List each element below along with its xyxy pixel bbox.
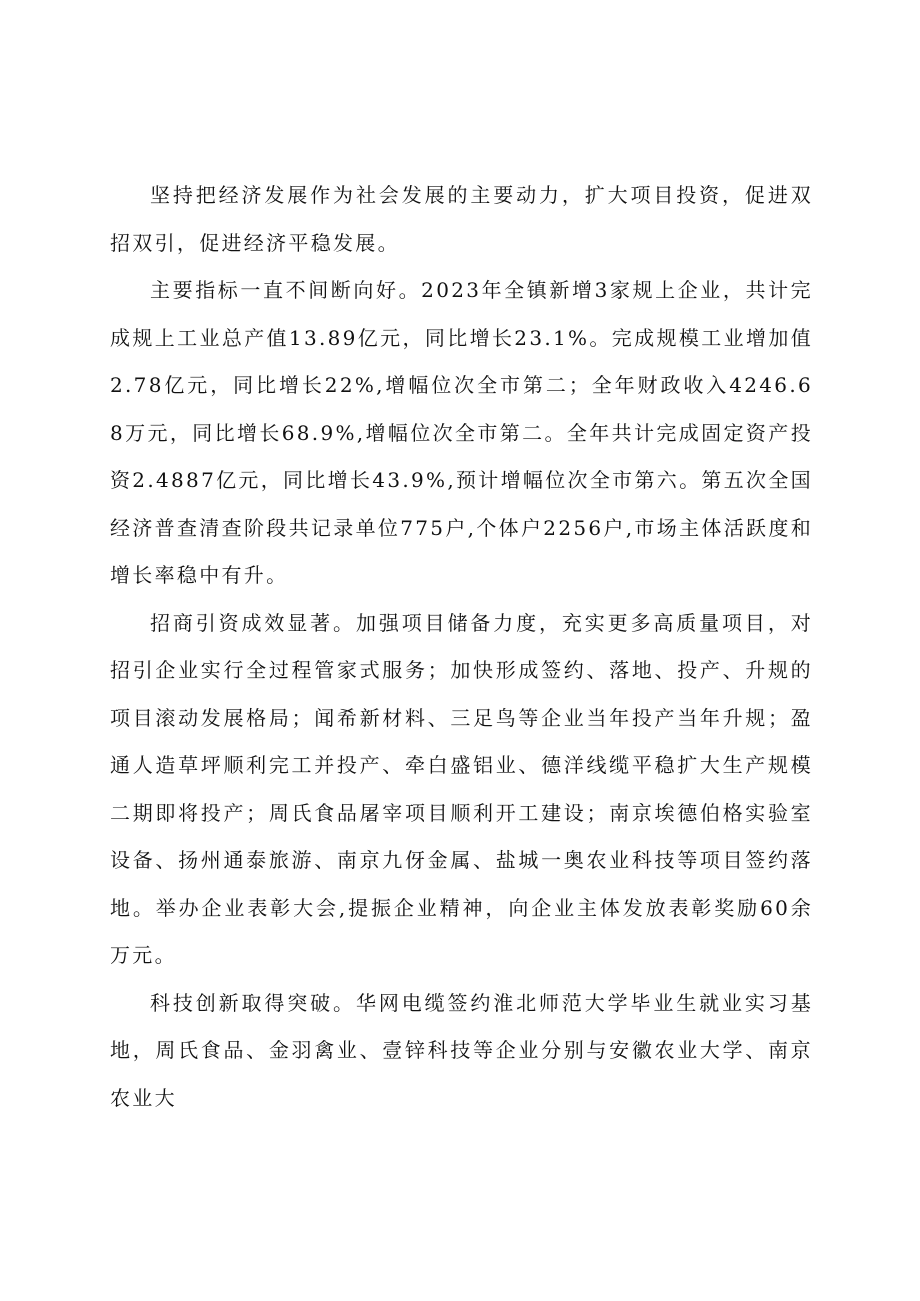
paragraph-investment-attraction: 招商引资成效显著。加强项目储备力度，充实更多高质量项目，对招引企业实行全过程管家式服务；加快形成签约、落地、投产、升规的项目滚动发展格局；闻希新材料、三足鸟等企业当年投产当年升规；盈通人造草坪顺利完工并投产、牵白盛铝业、德洋线缆平稳扩大生产规模二期即将投产；周氏食品屠宰项目顺利开工建设；南京埃德伯格实验室设备、扬州通泰旅游、南京九伢金属、盐城一奥农业科技等项目签约落地。举办企业表彰大会,提振企业精神，向企业主体发放表彰奖励60余万元。 [110,610,813,967]
paragraph-key-indicators: 主要指标一直不间断向好。2023年全镇新增3家规上企业，共计完成规上工业总产值13.89亿元，同比增长23.1%。完成规模工业增加值2.78亿元，同比增长22%,增幅位次全市第二；全年财政收入4246.68万元，同比增长68.9%,增幅位次全市第二。全年共计完成固定资产投资2.4887亿元，同比增长43.9%,预计增幅位次全市第六。第五次全国经济普查清查阶段共记录单位775户,个体户2256户,市场主体活跃度和增长率稳中有升。 [110,278,813,587]
paragraph-economic-development: 坚持把经济发展作为社会发展的主要动力，扩大项目投资，促进双招双引，促进经济平稳发展。 [110,183,813,255]
paragraph-tech-innovation: 科技创新取得突破。华网电缆签约淮北师范大学毕业生就业实习基地，周氏食品、金羽禽业、壹锌科技等企业分别与安徽农业大学、南京农业大 [110,990,813,1110]
document-body [110,172,813,1122]
